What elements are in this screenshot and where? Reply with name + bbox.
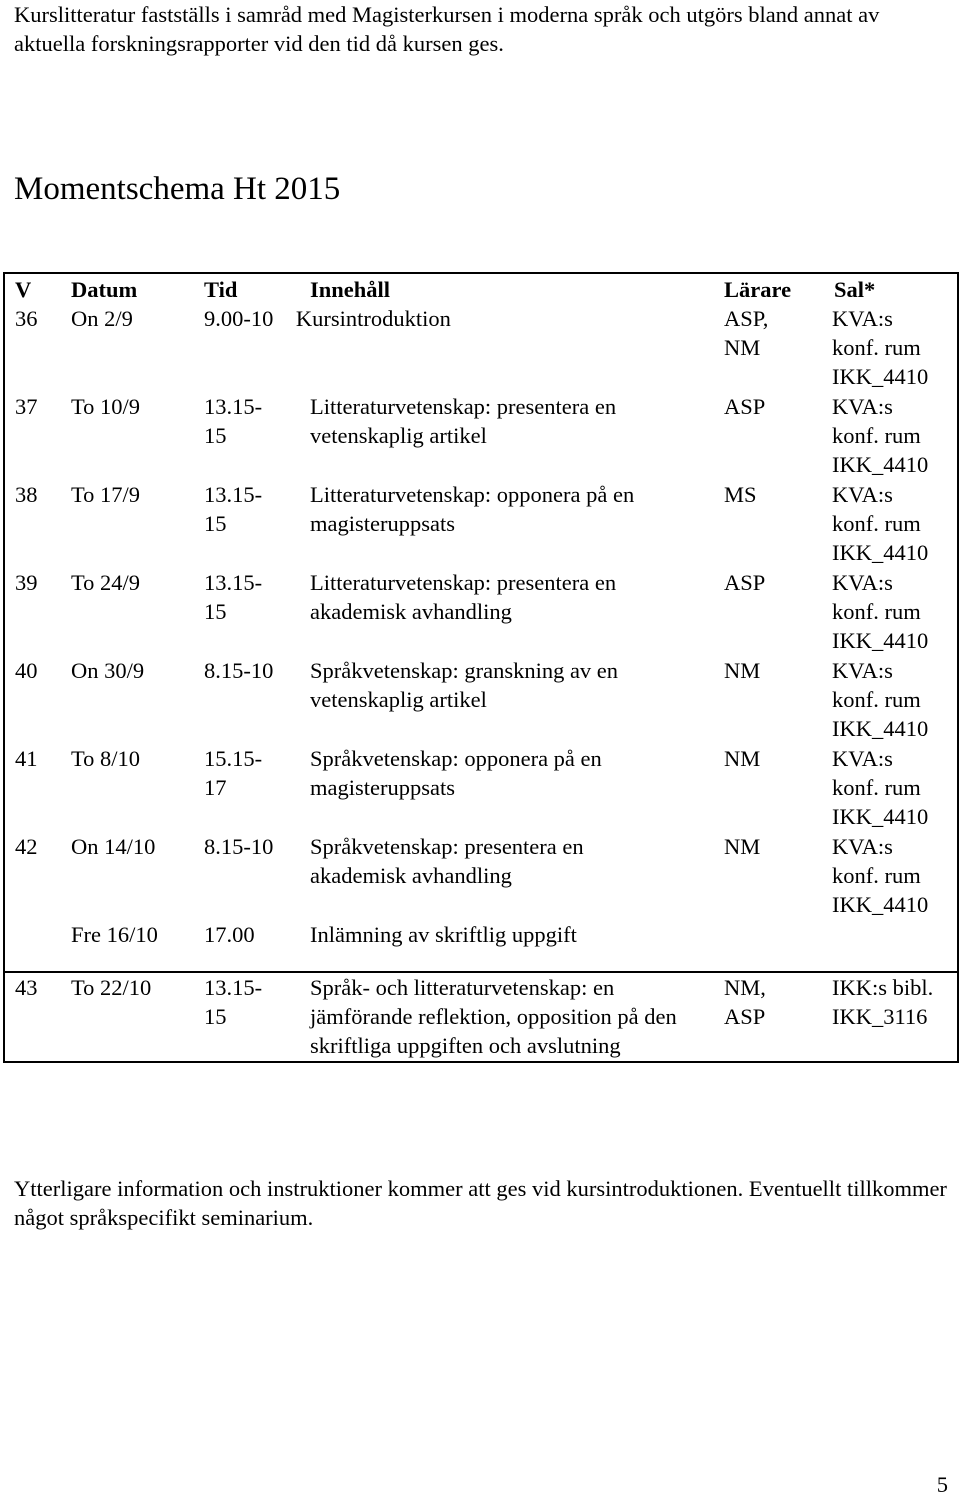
cell-v: 37: [15, 394, 38, 419]
table-row: [4, 832, 958, 920]
cell-datum: To 17/9: [71, 482, 141, 507]
page-number: 5: [936, 1472, 948, 1497]
cell-tid: [194, 972, 300, 1062]
cell-innehall-text: Litteraturvetenskap: presentera en vetenskaplig artikel: [310, 394, 617, 448]
cell-larare: [714, 304, 824, 392]
cell-v: [4, 920, 61, 950]
cell-innehall-text: Litteraturvetenskap: presentera en akademisk avhandling: [310, 570, 617, 624]
cell-v: 36: [15, 306, 38, 331]
cell-datum: On 14/10: [71, 834, 156, 859]
cell-sal-text: IKK:s bibl. IKK_3116: [832, 975, 934, 1029]
cell-innehall: [300, 568, 714, 656]
footer-paragraph: Ytterligare information och instruktioner kommer att ges vid kursintroduktionen. Eventuellt tillkommer något språkspecifikt seminarium.: [14, 1176, 947, 1230]
cell-datum: On 30/9: [71, 658, 145, 683]
cell-innehall-text: Språk- och litteraturvetenskap: en jämförande reflektion, opposition på den skriftliga uppgiften och avslutning: [310, 975, 677, 1058]
cell-datum: To 22/10: [61, 972, 194, 1062]
spacer-cell: [4, 950, 824, 972]
cell-tid-text: 13.15-15: [204, 482, 263, 536]
spacer-cell: [824, 950, 958, 972]
cell-sal: [824, 392, 958, 480]
cell-tid-text: 13.15-15: [204, 394, 263, 448]
cell-tid: 8.15-10: [204, 834, 274, 859]
cell-larare: NM: [724, 834, 761, 859]
cell-sal: [824, 920, 958, 950]
intro-paragraph: Kurslitteratur fastställs i samråd med Magisterkursen i moderna språk och utgörs bland annat av aktuella forskningsrapporter vid den tid då kursen ges.: [14, 2, 880, 56]
cell-sal-text: KVA:s konf. rum IKK_4410: [832, 746, 929, 829]
cell-innehall: [300, 392, 714, 480]
cell-tid: [194, 744, 300, 832]
cell-datum: Fre 16/10: [71, 922, 158, 947]
cell-innehall-text: Litteraturvetenskap: opponera på en magisteruppsats: [310, 482, 635, 536]
table-row: [4, 392, 958, 480]
cell-tid: 17.00: [204, 922, 255, 947]
cell-innehall: [300, 972, 714, 1062]
cell-sal-text: KVA:s konf. rum IKK_4410: [832, 482, 929, 565]
cell-innehall: Kursintroduktion: [295, 306, 451, 331]
cell-larare: ASP: [724, 570, 766, 595]
header-datum: Datum: [71, 277, 138, 302]
table-row: [4, 480, 958, 568]
cell-v: 42: [15, 834, 38, 859]
cell-sal: [824, 656, 958, 744]
cell-v: 43: [4, 972, 61, 1062]
cell-innehall-text: Språkvetenskap: presentera en akademisk avhandling: [310, 834, 584, 888]
cell-sal: [824, 972, 958, 1062]
cell-tid-innehall: [194, 304, 714, 392]
cell-sal: [824, 832, 958, 920]
cell-datum: To 8/10: [71, 746, 141, 771]
cell-innehall: Inlämning av skriftlig uppgift: [310, 922, 577, 947]
cell-sal: [824, 480, 958, 568]
cell-tid: 8.15-10: [204, 658, 274, 683]
table-row: [4, 920, 958, 950]
cell-larare: [714, 920, 824, 950]
cell-sal-text: KVA:s konf. rum IKK_4410: [832, 570, 929, 653]
cell-innehall: [300, 744, 714, 832]
cell-innehall: [300, 832, 714, 920]
cell-larare-text: ASP, NM: [724, 306, 769, 360]
cell-v: 41: [15, 746, 38, 771]
table-header-row: [4, 273, 958, 304]
cell-tid-text: 13.15-15: [204, 975, 263, 1029]
table-row: [4, 656, 958, 744]
cell-larare: NM: [724, 746, 761, 771]
cell-innehall: [300, 656, 714, 744]
table-row: [4, 972, 958, 1062]
cell-tid-text: 13.15-15: [204, 570, 263, 624]
table-spacer-row: [4, 950, 958, 972]
cell-datum: To 24/9: [71, 570, 141, 595]
table-row: [4, 304, 958, 392]
cell-sal: [824, 304, 958, 392]
cell-v: 38: [15, 482, 38, 507]
cell-tid: [194, 568, 300, 656]
cell-v: 39: [15, 570, 38, 595]
cell-innehall-text: Språkvetenskap: opponera på en magisteruppsats: [310, 746, 602, 800]
cell-larare: NM: [724, 658, 761, 683]
cell-larare: MS: [724, 482, 757, 507]
table-row: [4, 744, 958, 832]
cell-tid: [194, 392, 300, 480]
cell-sal-text: KVA:s konf. rum IKK_4410: [832, 658, 929, 741]
header-sal: Sal*: [834, 277, 876, 302]
schedule-table: [3, 272, 959, 1063]
cell-larare-text: NM, ASP: [724, 975, 766, 1029]
cell-sal-text: KVA:s konf. rum IKK_4410: [832, 306, 929, 389]
cell-sal-text: KVA:s konf. rum IKK_4410: [832, 834, 929, 917]
cell-larare: ASP: [724, 394, 766, 419]
header-innehall: Innehåll: [310, 277, 391, 302]
cell-tid: 9.00-10: [204, 306, 274, 331]
header-v: V: [15, 277, 32, 302]
cell-datum: On 2/9: [71, 306, 133, 331]
header-tid: Tid: [204, 277, 238, 302]
cell-innehall-text: Språkvetenskap: granskning av en vetenskaplig artikel: [310, 658, 619, 712]
cell-larare: [714, 972, 824, 1062]
cell-v: 40: [15, 658, 38, 683]
cell-sal: [824, 744, 958, 832]
cell-tid-text: 15.15-17: [204, 746, 263, 800]
page-title: Momentschema Ht 2015: [14, 171, 341, 207]
cell-sal-text: KVA:s konf. rum IKK_4410: [832, 394, 929, 477]
cell-datum: To 10/9: [71, 394, 141, 419]
cell-tid: [194, 480, 300, 568]
table-row: [4, 568, 958, 656]
header-larare: Lärare: [724, 277, 792, 302]
cell-sal: [824, 568, 958, 656]
cell-innehall: [300, 480, 714, 568]
